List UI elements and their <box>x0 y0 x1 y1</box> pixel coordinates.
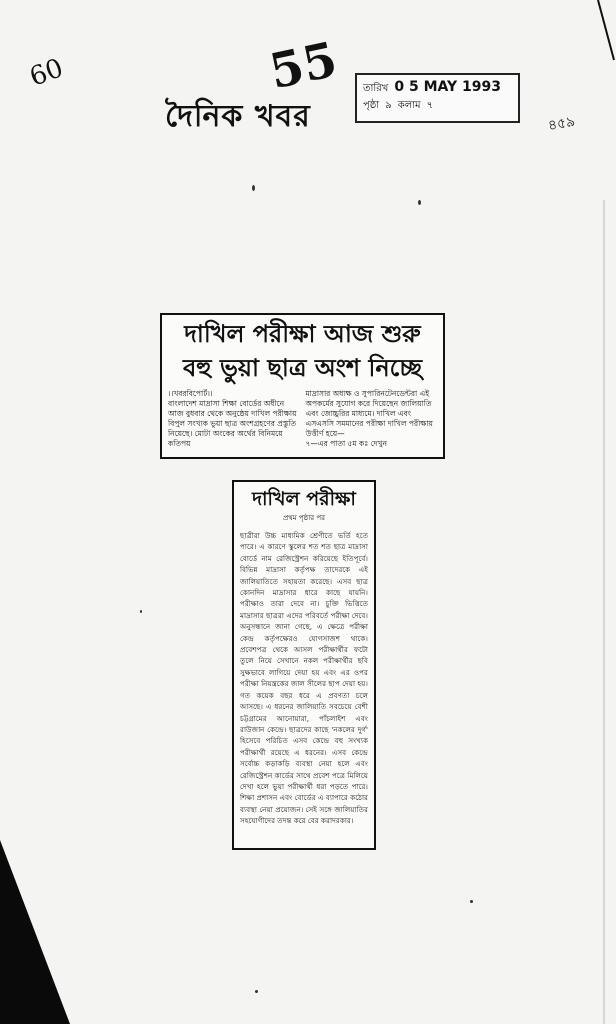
date-value: 0 5 MAY 1993 <box>394 79 501 95</box>
page-label: পৃষ্ঠা <box>363 100 380 111</box>
date-stamp <box>355 73 520 123</box>
column-label: কলাম <box>397 100 421 111</box>
column-value: ৭ <box>426 100 434 111</box>
continuation-headline: দাখিল পরীক্ষা <box>252 488 356 510</box>
clipping-byline: ।।খবরবিপোর্ট।। <box>168 389 213 398</box>
handwritten-corner-note: ৪৫৯ <box>546 113 577 135</box>
scan-speck <box>255 990 258 993</box>
date-label: তারিখ <box>363 83 389 94</box>
clipping-headline-line-1: দাখিল পরীক্ষা আজ শুরু <box>184 320 421 348</box>
scan-speck <box>140 610 142 613</box>
page-value: ৯ <box>385 100 392 111</box>
scan-speck <box>252 185 255 191</box>
continued-from-label: প্রথম পৃষ্ঠার পর <box>283 514 325 522</box>
scan-speck <box>470 900 473 903</box>
news-clipping-front-page <box>160 313 445 459</box>
clipping-headline-line-2: বহু ভুয়া ছাত্র অংশ নিচ্ছে <box>182 354 423 382</box>
scan-black-edge <box>0 840 70 1024</box>
scan-speck <box>418 200 421 205</box>
news-clipping-continuation <box>232 480 376 850</box>
clipping-continued-note: ৭—এর পাতা ৫ম কঃ দেখুন <box>305 439 387 448</box>
handwritten-archive-number: 60 <box>25 53 68 93</box>
clipping-column-left: বাংলাদেশ মাদ্রাসা শিক্ষা বোর্ডের অধীনে আজ বুধবার থেকে অনুষ্ঠেয় দাখিল পরীক্ষায় বিপুল সংখ্যক ভুয়া ছাত্র অংশগ্রহণের প্রস্তুতি নিয়েছে। মোটা অংকের অর্থের বিনিময়ে কতিপয় <box>168 399 297 448</box>
newspaper-masthead: দৈনিক খবর <box>165 99 311 134</box>
handwritten-page-number: 55 <box>264 31 342 101</box>
continuation-body-text: ছাত্রীরা উচ্চ মাধ্যমিক শ্রেণীতে ভর্তি হতে পারে। এ কারণে স্কুলের শত শত ছাত্র মাদ্রাসা বোর্ডে নাম রেজিস্ট্রেশন করিয়েছে ইতিপূর্বে। বিভিন্ন মাদ্রাসা কর্তৃপক্ষ তাদেরকে এই জালিয়াতিতে সহায়তা করেছে। এসব ছাত্র কোনদিন মাদ্রাসার ধারে কাছে যায়নি। পরীক্ষাও তারা দেবে না। চুক্তি ভিত্তিতে মাদ্রাসার ছাত্ররা এদের পরিবর্তে পরীক্ষা দেবে। অনুসন্ধানে জানা গেছে, এ ক্ষেত্রে পরীক্ষা কেন্দ্র কর্তৃপক্ষেরও যোগসাজশ থাকে। প্রবেশপত্র থেকে আসল পরীক্ষার্থীর ফটো তুলে নিয়ে সেখানে নকল পরীক্ষার্থীর ছবি সুক্ষভাবে লাগিয়ে দেয়া হয় এবং এর ওপর পরীক্ষা নিয়ন্ত্রকের জাল সীলের ছাপ দেয়া হয়। গত কয়েক বছর ধরে এ প্রবণতা চলে আসছে। এ ধরনের জালিয়াতি সবচেয়ে বেশী চট্টগ্রামের আনোয়ারা, পাঁচলাইশ এবং রাউজান কেন্দ্রে। ছাত্রদের কাছে 'নকলের দুর্গ' হিসেবে পরিচিত এসব কেন্দ্রে বহু সংখ্যক পরীক্ষার্থী রয়েছে এ ধরনের। এসব কেন্দ্রে সর্বোচ্চ কড়াকড়ি ব্যবস্থা নেয়া হলে এবং রেজিস্ট্রেশন কার্ডের সাথে প্রবেশ পত্রে মিলিয়ে দেখা হলে ভুয়া পরীক্ষার্থী ধরা পড়তে পারে। শিক্ষা প্রশাসন এবং বোর্ডের এ ব্যাপারে কঠোর ব্যবস্থা নেয়া প্রয়োজন। সেই সঙ্গে জালিয়াতির সহযোগীদের তদন্ত করে বের করাদরকার। <box>240 531 368 826</box>
scan-right-edge <box>596 0 616 1024</box>
clipping-column-right: মাদ্রাসার অধ্যক্ষ ও সুপারিনটেনডেন্টরা এই অপকর্মের সুযোগ করে দিয়েছেন জালিয়াতি এবং জোচ্চুরির মাধ্যমে। দাখিল এবং এসএসসি সমমানের পরীক্ষা দাখিল পরীক্ষায় উত্তীর্ণ হয়ে— <box>305 389 433 438</box>
